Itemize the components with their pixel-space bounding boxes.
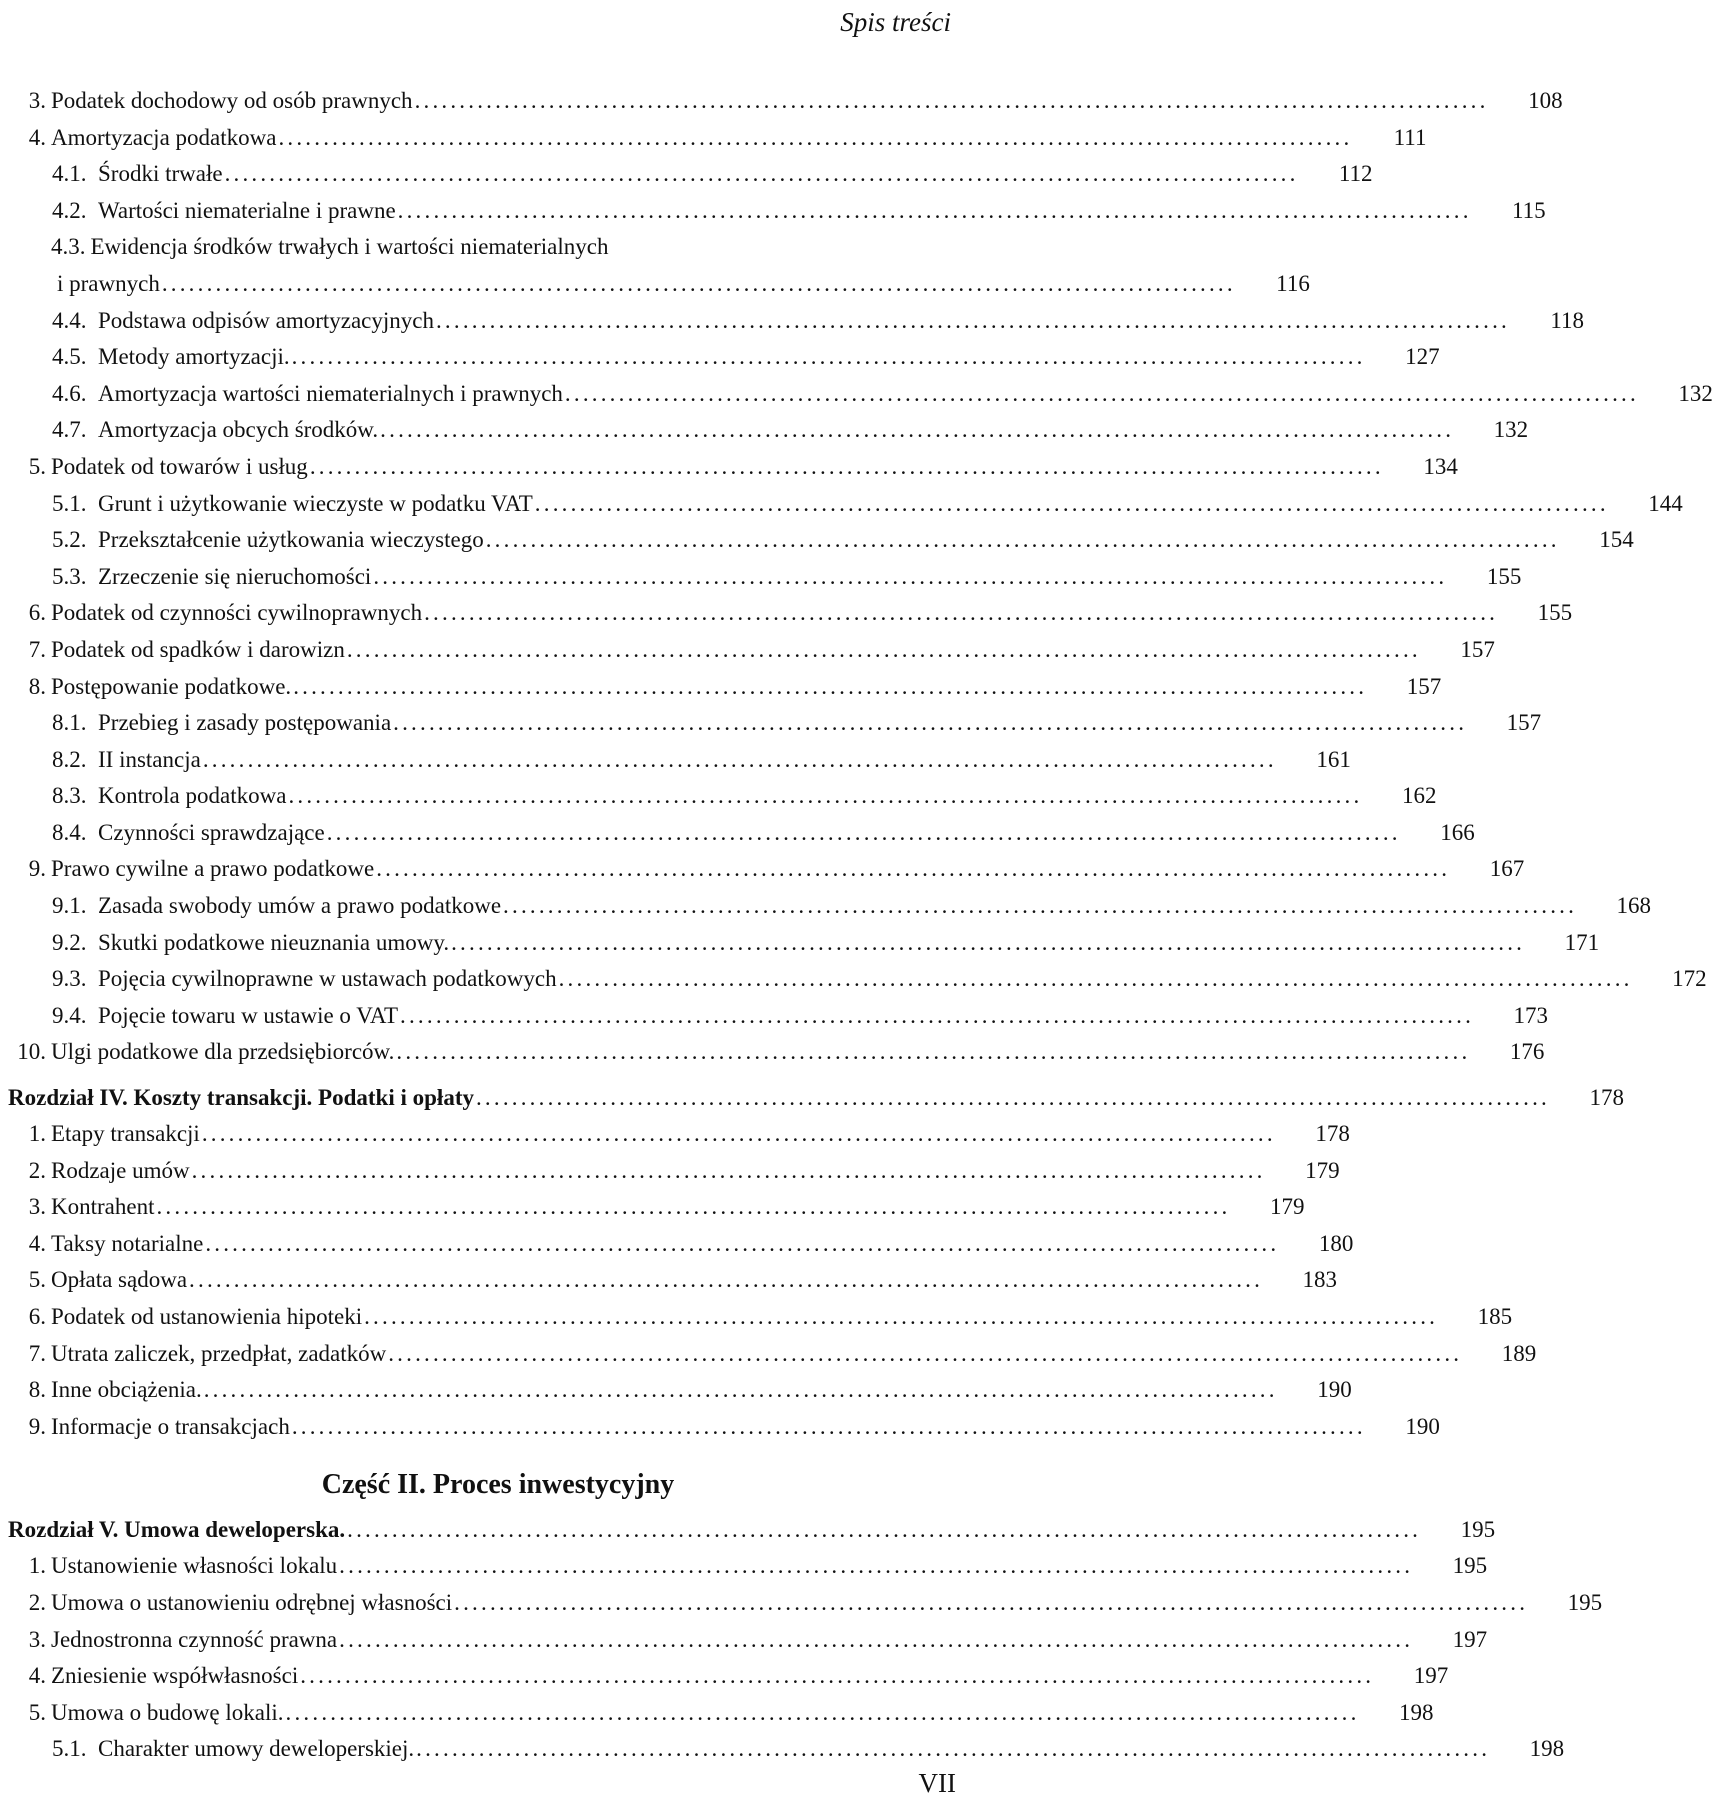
toc-entry-number: 1.	[28, 1553, 46, 1579]
toc-entry-number: 8.	[28, 673, 46, 699]
toc-group	[8, 1548, 1603, 1768]
toc-entry-title: Taksy notarialne	[51, 1230, 204, 1256]
running-header: Spis treści	[840, 7, 951, 37]
toc-entry-title: Jednostronna czynność prawna	[51, 1626, 338, 1652]
toc-entry-title: Podatek od spadków i darowizn	[51, 636, 345, 662]
toc-entry-title: Przebieg i zasady postępowania	[98, 710, 392, 736]
dot-leader: ........................................................................................................................	[205, 1230, 1280, 1256]
toc-entry-page: 179	[1269, 1194, 1305, 1220]
toc-entry-page: 132	[1678, 380, 1713, 406]
toc-entry-page: 155	[1537, 600, 1573, 626]
dot-leader: ........................................................................................................................	[416, 1736, 1491, 1762]
toc-entry-number: 4.	[28, 1663, 46, 1689]
toc-entry-page: 167	[1489, 856, 1525, 882]
toc-entry[interactable]	[8, 1372, 1352, 1409]
toc-entry-wrapped[interactable]	[8, 229, 1310, 302]
toc-entry-title: Utrata zaliczek, przedpłat, zadatków	[51, 1340, 387, 1366]
toc-entry-page: 108	[1528, 88, 1563, 113]
dot-leader: ........................................................................................................................	[534, 490, 1609, 516]
toc-entry[interactable]	[8, 1658, 1449, 1695]
toc-entry-page: 118	[1550, 307, 1584, 333]
toc-entry-page: 190	[1405, 1413, 1440, 1439]
toc-entry-number: 8.	[28, 1377, 46, 1403]
toc-group	[8, 303, 1713, 1071]
toc-entry-page: 197	[1452, 1626, 1488, 1652]
toc-entry-title: Ulgi podatkowe dla przedsiębiorców.	[51, 1039, 395, 1065]
toc-entry-number: 5.	[28, 1699, 46, 1725]
toc-entry-number: 5.3.	[52, 563, 87, 589]
toc-entry-number: 4.	[28, 1230, 46, 1256]
toc-entry[interactable]	[8, 1034, 1545, 1071]
toc-entry[interactable]	[8, 1336, 1537, 1373]
toc-entry[interactable]	[8, 595, 1573, 632]
toc-entry[interactable]	[8, 925, 1600, 962]
toc-entry[interactable]	[8, 120, 1427, 157]
toc-entry-page: 157	[1406, 673, 1442, 699]
chapter-title: Rozdział V. Umowa deweloperska.	[8, 1517, 346, 1543]
toc-entry-number: 10.	[17, 1039, 46, 1065]
toc-entry[interactable]	[8, 742, 1351, 779]
toc-entry[interactable]	[8, 1189, 1305, 1226]
toc-entry-page: 116	[1276, 270, 1310, 296]
toc-entry[interactable]	[8, 778, 1437, 815]
dot-leader: ........................................................................................................................	[435, 307, 1510, 333]
toc-entry-title: Podatek od czynności cywilnoprawnych	[51, 600, 423, 626]
dot-leader: ........................................................................................................................	[380, 417, 1455, 443]
toc-entry-number: 6.	[28, 600, 46, 626]
dot-leader: ........................................................................................................................	[224, 161, 1299, 187]
dot-leader: ........................................................................................................................	[326, 819, 1401, 845]
toc-entry-number: 4.	[28, 124, 46, 150]
dot-leader: ........................................................................................................................	[339, 1553, 1414, 1579]
toc-entry-title: Kontrahent	[51, 1194, 155, 1220]
toc-entry-title: Podatek dochodowy od osób prawnych	[51, 88, 413, 113]
toc-entry-page: 132	[1493, 417, 1529, 443]
toc-entry-number: 5.	[28, 453, 46, 479]
dot-leader: ........................................................................................................................	[291, 1413, 1366, 1439]
toc-entry[interactable]	[8, 376, 1713, 413]
toc-entry[interactable]	[8, 1299, 1513, 1336]
toc-entry-number: 4.6.	[52, 380, 87, 406]
toc-entry-number: 4.2.	[52, 197, 87, 223]
toc-entry[interactable]	[8, 632, 1495, 669]
dot-leader: ........................................................................................................................	[503, 893, 1578, 919]
toc-entry-number: 9.	[28, 856, 46, 882]
part-heading: Część II. Proces inwestycyjny	[321, 1469, 675, 1501]
toc-entry-number: 9.4.	[52, 1002, 87, 1028]
toc-entry-title: Amortyzacja obcych środków.	[98, 417, 379, 443]
toc-entry-page: 189	[1501, 1340, 1537, 1366]
dot-leader: ........................................................................................................................	[278, 124, 1353, 150]
toc-entry-number: 3.	[28, 1626, 46, 1652]
toc-group	[8, 83, 1563, 229]
toc-entry-page: 171	[1564, 929, 1600, 955]
toc-entry-page: 185	[1477, 1304, 1513, 1329]
dot-leader: ........................................................................................................................	[364, 1304, 1439, 1329]
toc-entry-title: Prawo cywilne a prawo podatkowe	[51, 856, 375, 882]
dot-leader: ........................................................................................................................	[485, 527, 1560, 553]
toc-entry-title: Zrzeczenie się nieruchomości	[98, 563, 372, 589]
toc-entry-page: 195	[1452, 1553, 1488, 1579]
toc-entry-number: 7.	[28, 1340, 46, 1366]
toc-entry-title: Czynności sprawdzające	[98, 819, 325, 845]
toc-entry-title: Etapy transakcji	[51, 1121, 200, 1147]
toc-entry[interactable]	[8, 1226, 1354, 1263]
toc-entry-number: 4.7.	[52, 417, 87, 443]
toc-entry-number: 4.3.	[51, 234, 86, 260]
toc-entry-title: II instancja	[98, 746, 201, 772]
toc-entry-number: 5.1.	[52, 1736, 87, 1762]
toc-entry[interactable]	[8, 998, 1549, 1035]
dot-leader: ........................................................................................................................	[346, 636, 1421, 662]
chapter-page: 178	[1589, 1085, 1624, 1111]
toc-entry[interactable]	[8, 1262, 1338, 1299]
toc-entry-title: Podatek od ustanowienia hipoteki	[51, 1304, 363, 1329]
toc-entry[interactable]	[8, 449, 1458, 486]
toc-entry-number: 2.	[28, 1589, 46, 1615]
toc-entry-title: Kontrola podatkowa	[98, 783, 287, 809]
dot-leader: ........................................................................................................................	[347, 1517, 1422, 1543]
toc-entry-page: 157	[1460, 636, 1495, 662]
dot-leader: ........................................................................................................................	[373, 563, 1448, 589]
toc-entry-title: Informacje o transakcjach	[51, 1413, 290, 1439]
toc-entry-page: 144	[1648, 490, 1683, 516]
dot-leader: ........................................................................................................................	[291, 344, 1366, 370]
dot-leader: ........................................................................................................................	[288, 783, 1363, 809]
toc-entry-page: 195	[1567, 1589, 1603, 1615]
toc-entry-number: 8.4.	[52, 819, 87, 845]
dot-leader: ........................................................................................................................	[414, 88, 1489, 113]
toc-entry-number: 8.1.	[52, 710, 87, 736]
toc-entry-line	[8, 266, 1310, 303]
toc-entry-title: Środki trwałe	[98, 161, 223, 187]
dot-leader: ........................................................................................................................	[393, 710, 1468, 736]
toc-entry-number: 6.	[28, 1304, 46, 1329]
toc-entry[interactable]	[8, 559, 1522, 596]
dot-leader: ........................................................................................................................	[285, 1699, 1360, 1725]
toc-entry-title: Pojęcia cywilnoprawne w ustawach podatkowych	[98, 966, 557, 992]
toc-entry-number: 4.5.	[52, 344, 87, 370]
chapter-title: Rozdział IV. Koszty transakcji. Podatki i opłaty	[8, 1085, 474, 1111]
dot-leader: ........................................................................................................................	[396, 1039, 1471, 1065]
toc-entry-title: Skutki podatkowe nieuznania umowy.	[98, 929, 450, 955]
toc-entry[interactable]	[8, 961, 1707, 998]
toc-entry-page: 162	[1401, 783, 1437, 809]
toc-entry-number: 7.	[28, 636, 46, 662]
toc-entry-title: Opłata sądowa	[51, 1267, 188, 1293]
dot-leader: ........................................................................................................................	[189, 1267, 1264, 1293]
toc-entry-number: 9.3.	[52, 966, 87, 992]
toc-entry-number: 4.4.	[52, 307, 87, 333]
toc-entry-number: 2.	[28, 1157, 46, 1183]
toc-entry-page: 112	[1338, 161, 1373, 187]
table-of-contents	[8, 83, 1713, 1768]
toc-chapter[interactable]	[8, 1079, 1624, 1116]
toc-entry-title: Umowa o budowę lokali.	[51, 1699, 284, 1725]
toc-entry-page: 134	[1423, 453, 1458, 479]
toc-entry[interactable]	[8, 303, 1584, 340]
toc-chapter[interactable]	[8, 1511, 1496, 1548]
dot-leader: ........................................................................................................................	[475, 1085, 1550, 1111]
toc-entry[interactable]	[8, 851, 1525, 888]
toc-entry[interactable]	[8, 193, 1546, 230]
toc-entry-number: 9.1.	[52, 893, 87, 919]
toc-entry-title-continued: i prawnych	[57, 270, 160, 296]
toc-entry-title: Podstawa odpisów amortyzacyjnych	[98, 307, 434, 333]
toc-entry[interactable]	[8, 888, 1652, 925]
toc-entry-title: Zasada swobody umów a prawo podatkowe	[98, 893, 502, 919]
toc-entry-title: Ewidencja środków trwałych i wartości niematerialnych	[90, 234, 609, 260]
toc-entry[interactable]	[8, 1731, 1565, 1768]
toc-entry-title: Podatek od towarów i usług	[51, 453, 308, 479]
toc-group	[8, 1116, 1537, 1445]
toc-entry[interactable]	[8, 1622, 1488, 1659]
toc-entry-page: 157	[1506, 710, 1542, 736]
toc-entry-page: 183	[1302, 1267, 1338, 1293]
toc-entry-title: Postępowanie podatkowe.	[51, 673, 292, 699]
toc-entry-title: Inne obciążenia.	[51, 1377, 202, 1403]
toc-entry-page: 198	[1529, 1736, 1565, 1762]
toc-entry[interactable]	[8, 1116, 1350, 1153]
dot-leader: ........................................................................................................................	[201, 1121, 1276, 1147]
toc-entry-title: Amortyzacja podatkowa	[51, 124, 277, 150]
toc-entry-page: 190	[1317, 1377, 1352, 1403]
page-number: VII	[918, 1768, 956, 1798]
toc-entry-page: 180	[1318, 1230, 1354, 1256]
toc-entry[interactable]	[8, 1548, 1488, 1585]
toc-entry[interactable]	[8, 1153, 1340, 1190]
toc-entry-page: 172	[1672, 966, 1707, 992]
toc-entry-title: Pojęcie towaru w ustawie o VAT	[98, 1002, 399, 1028]
toc-entry-title: Rodzaje umów	[51, 1157, 190, 1183]
dot-leader: ........................................................................................................................	[376, 856, 1451, 882]
toc-entry-page: 154	[1599, 527, 1634, 553]
toc-entry-number: 3.	[28, 1194, 46, 1220]
toc-entry-page: 176	[1509, 1039, 1545, 1065]
toc-entry-number: 5.	[28, 1267, 46, 1293]
toc-entry-number: 8.2.	[52, 746, 87, 772]
toc-entry[interactable]	[8, 486, 1683, 523]
dot-leader: ........................................................................................................................	[339, 1626, 1414, 1652]
dot-leader: ........................................................................................................................	[454, 1589, 1529, 1615]
dot-leader: ........................................................................................................................	[564, 380, 1639, 406]
toc-entry-page: 161	[1316, 746, 1351, 772]
toc-entry-page: 168	[1616, 893, 1652, 919]
toc-entry-page: 155	[1486, 563, 1522, 589]
dot-leader: ........................................................................................................................	[388, 1340, 1463, 1366]
dot-leader: ........................................................................................................................	[293, 673, 1368, 699]
toc-entry-title: Charakter umowy deweloperskiej.	[98, 1736, 415, 1762]
toc-entry-title: Metody amortyzacji.	[98, 344, 290, 370]
toc-entry-title: Umowa o ustanowieniu odrębnej własności	[51, 1589, 453, 1615]
toc-entry[interactable]	[8, 412, 1529, 449]
dot-leader: ........................................................................................................................	[400, 1002, 1475, 1028]
dot-leader: ........................................................................................................................	[161, 270, 1236, 296]
toc-entry[interactable]	[8, 669, 1442, 706]
dot-leader: ........................................................................................................................	[558, 966, 1633, 992]
toc-entry[interactable]	[8, 1585, 1603, 1622]
dot-leader: ........................................................................................................................	[309, 453, 1384, 479]
dot-leader: ........................................................................................................................	[202, 746, 1277, 772]
dot-leader: ........................................................................................................................	[156, 1194, 1231, 1220]
dot-leader: ........................................................................................................................	[191, 1157, 1266, 1183]
toc-entry[interactable]	[8, 156, 1373, 193]
dot-leader: ........................................................................................................................	[397, 197, 1472, 223]
toc-entry-title: Amortyzacja wartości niematerialnych i prawnych	[98, 380, 563, 406]
toc-entry[interactable]	[8, 705, 1542, 742]
toc-entry-number: 1.	[28, 1121, 46, 1147]
chapter-page: 195	[1460, 1517, 1496, 1543]
toc-entry[interactable]	[8, 1695, 1434, 1732]
toc-entry-page: 197	[1413, 1663, 1449, 1689]
toc-entry[interactable]	[8, 339, 1440, 376]
toc-entry-title: Grunt i użytkowanie wieczyste w podatku VAT	[98, 490, 533, 516]
toc-entry-title: Ustanowienie własności lokalu	[51, 1553, 338, 1579]
toc-entry-page: 179	[1305, 1157, 1340, 1183]
dot-leader: ........................................................................................................................	[424, 600, 1499, 626]
toc-entry-number: 9.	[28, 1413, 46, 1439]
toc-entry-title: Wartości niematerialne i prawne	[98, 197, 396, 223]
toc-entry-page: 173	[1513, 1002, 1549, 1028]
toc-entry[interactable]	[8, 522, 1634, 559]
toc-entry-number: 9.2.	[52, 929, 87, 955]
toc-entry-number: 5.2.	[52, 527, 87, 553]
toc-entry[interactable]	[8, 83, 1563, 120]
dot-leader: ........................................................................................................................	[300, 1663, 1375, 1689]
toc-entry-page: 178	[1315, 1121, 1350, 1147]
toc-entry-page: 127	[1405, 344, 1440, 370]
toc-entry-number: 5.1.	[52, 490, 87, 516]
toc-entry[interactable]	[8, 815, 1475, 852]
dot-leader: ........................................................................................................................	[203, 1377, 1278, 1403]
toc-entry[interactable]	[8, 1409, 1440, 1446]
toc-entry-title: Przekształcenie użytkowania wieczystego	[98, 527, 484, 553]
toc-entry-page: 198	[1399, 1699, 1434, 1725]
toc-entry-number: 4.1.	[52, 161, 87, 187]
toc-entry-page: 111	[1393, 124, 1427, 150]
toc-entry-page: 115	[1512, 197, 1546, 223]
dot-leader: ........................................................................................................................	[451, 929, 1526, 955]
toc-entry-title: Zniesienie współwłasności	[51, 1663, 299, 1689]
toc-entry-line	[8, 229, 950, 266]
toc-entry-page: 166	[1440, 819, 1475, 845]
toc-entry-number: 3.	[28, 88, 46, 113]
toc-entry-number: 8.3.	[52, 783, 87, 809]
